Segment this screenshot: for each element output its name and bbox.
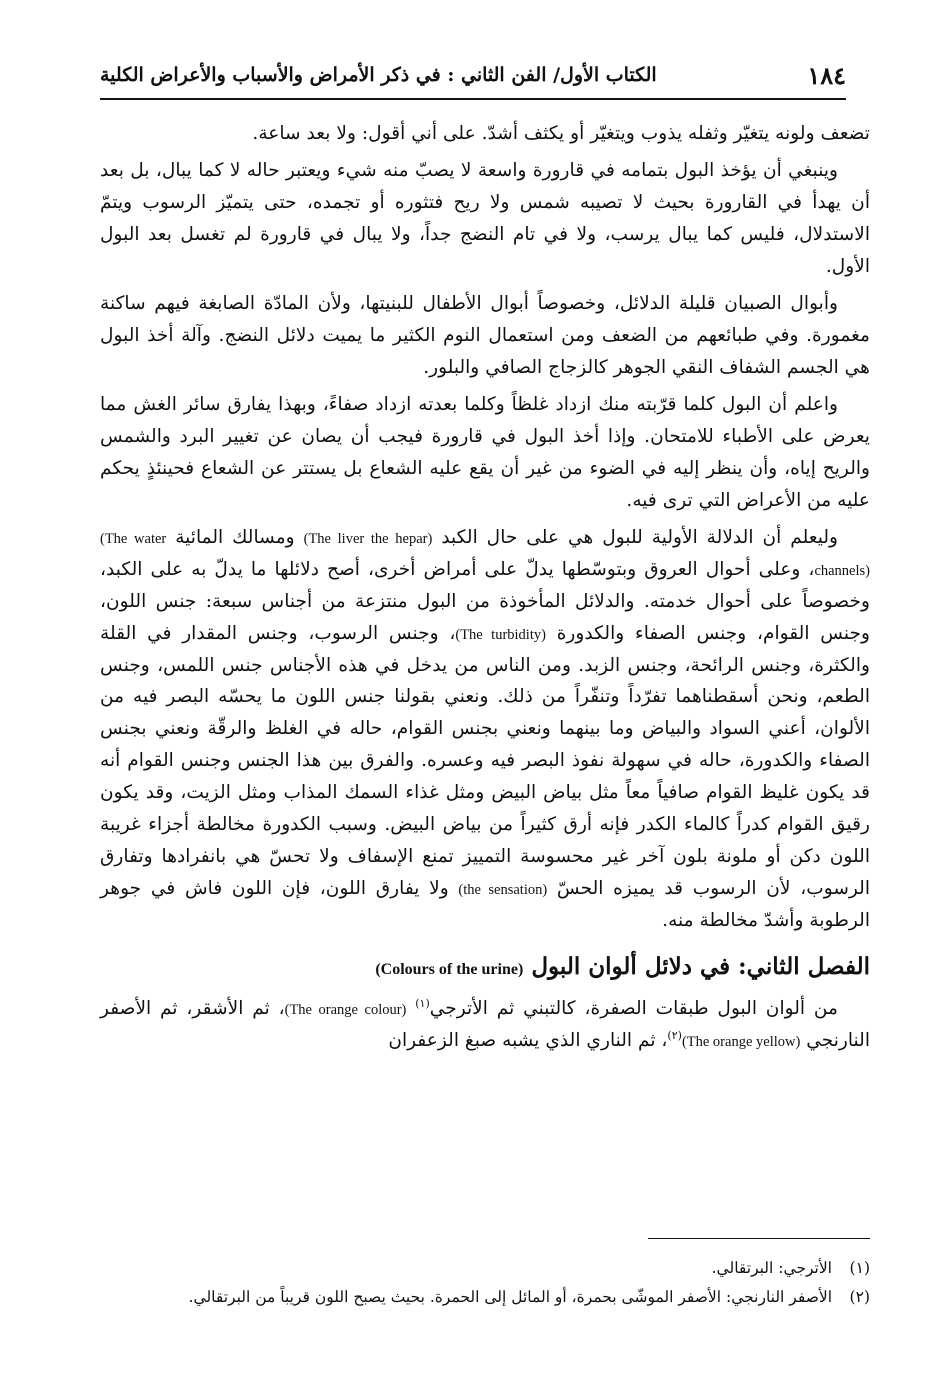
footnote-number: (٢) bbox=[849, 1288, 870, 1307]
footnote-text: الأصفر النارنجي: الأصفر الموشّى بحمرة، أو المائل إلى الحمرة. بحيث يصبح اللون قريباً من البرتقالي. bbox=[188, 1288, 832, 1307]
footnote-divider bbox=[648, 1238, 870, 1239]
footnotes bbox=[100, 1254, 870, 1313]
footnote bbox=[100, 1254, 870, 1283]
paragraph: تضعف ولونه يتغيّر وثفله يذوب ويتغيّر أو يكثف أشدّ. على أني أقول: ولا بعد ساعة. bbox=[252, 123, 870, 144]
text-span: ، وعلى أحوال العروق وبتوسّطها يدلّ على أمراض أخرى، أصح دلائلها ما يدلّ به على الكبد، وخصوصاً على أحوال خدمته. والدلائل المأخوذة من البول منتزعة من أجناس سبعة: جنس اللون، وجنس القوام، وجنس الصفاء والكدورة bbox=[100, 558, 870, 644]
english-term: (The orange yellow) bbox=[681, 1033, 801, 1050]
page-number: ١٨٤ bbox=[807, 60, 846, 90]
paragraph: وينبغي أن يؤخذ البول بتمامه في قارورة واسعة لا يصبّ منه شيء ويعتبر حاله لا كما يبال، بل بعد أن يهدأ في القارورة بحيث لا تصيبه شمس ولا ريح فتثوره أو تجمده، حتى يتميّز الرسوب ويتمّ الاستدلال، فليس كما يبال يرسب، ولا في تام النضج جداً، ولا يبال في قارورة لم تغسل بعد البول الأول. bbox=[100, 159, 870, 277]
text-span: من ألوان البول طبقات الصفرة، كالتبني ثم الأترجي bbox=[429, 997, 838, 1019]
page-header bbox=[100, 52, 846, 100]
chapter-title-english: (Colours of the urine) bbox=[375, 961, 524, 979]
paragraph: واعلم أن البول كلما قرّبته منك ازداد غلظاً وكلما بعدته ازداد صفاءً، وبهذا يفارق سائر الغش مما يعرض على الأطباء للامتحان. وإذا أخذ البول في قارورة فيجب أن يصان عن تغيير البرد والشمس والريح إياه، وأن ينظر إليه في الضوء من غير أن يقع عليه الشعاع بل يستتر عن الشعاع فحينئذٍ يحكم عليه من الأعراض التي ترى فيه. bbox=[100, 393, 870, 511]
english-term: (The orange colour) bbox=[284, 1001, 407, 1018]
english-term: (The water channels) bbox=[100, 530, 870, 579]
main-text bbox=[100, 118, 870, 1062]
text-span: ، ثم الناري الذي يشبه صبغ الزعفران bbox=[388, 1029, 668, 1051]
footnote bbox=[100, 1283, 870, 1312]
footnote-ref: (٢) bbox=[667, 1028, 682, 1042]
english-term: (The liver the hepar) bbox=[303, 530, 433, 547]
paragraph bbox=[100, 993, 870, 1057]
text-span: ولا يفارق اللون، فإن اللون فاش في جوهر الرطوبة وأشدّ مخالطة منه. bbox=[100, 878, 870, 932]
english-term: (The turbidity) bbox=[455, 626, 546, 643]
paragraph bbox=[100, 522, 870, 938]
text-span: ، ثم الأشقر، ثم الأصفر النارنجي bbox=[100, 997, 870, 1051]
running-title: الكتاب الأول/ الفن الثاني : في ذكر الأمراض والأسباب والأعراض الكلية bbox=[100, 64, 657, 86]
footnote-ref: (١) bbox=[415, 996, 430, 1010]
text-span: وليعلم أن الدلالة الأولية للبول هي على حال الكبد bbox=[441, 526, 838, 548]
english-term: (the sensation) bbox=[458, 882, 548, 899]
chapter-title: الفصل الثاني: في دلائل ألوان البول bbox=[531, 953, 870, 981]
chapter-heading bbox=[100, 947, 870, 987]
text-span: ، وجنس الرسوب، وجنس المقدار في القلة والكثرة، وجنس الرائحة، وجنس الزبد. ومن الناس من يدخل في هذه الأجناس جنس اللمس، وجنس الطعم، ونحن أسقطناهما تفرّداً وتنفّراً من ذلك. ونعني بقولنا جنس اللون ما يحسّه البصر فيه من الألوان، أعني السواد والبياض وما بينهما ونعني بجنس القوام، حاله في الغلظ والرقّة ونعني بجنس الصفاء والكدورة، حاله في سهولة نفوذ البصر فيه وعسره. والفرق بين هذا الجنس وجنس القوام أنه قد يكون غليظ القوام صافياً معاً مثل بياض البيض ومثل غذاء السمك المذاب ومثل الزيت، وقد يكون رقيق القوام كدراً كالماء الكدر فإنه أرق كثيراً من بياض البيض. وسبب الكدورة مخالطة أجزاء غريبة اللون دكن أو ملونة بلون آخر غير محسوسة التمييز تمنع الإسفاف ولا تحسّ هي بانفرادها وتفارق الرسوب، لأن الرسوب قد يميزه الحسّ bbox=[100, 622, 871, 900]
paragraph: وأبوال الصبيان قليلة الدلائل، وخصوصاً أبوال الأطفال للبنيتها، ولأن المادّة الصابغة فيهم ساكنة مغمورة. وفي طبائعهم من الضعف ومن استعمال النوم الكثير ما يميت دلائل النضج. وآلة أخذ البول هي الجسم الشفاف النقي الجوهر كالزجاج الصافي والبلور. bbox=[100, 292, 870, 378]
text-span: ومسالك المائية bbox=[175, 526, 295, 548]
footnote-number: (١) bbox=[849, 1259, 870, 1277]
footnote-text: الأترجي: البرتقالي. bbox=[711, 1259, 832, 1277]
